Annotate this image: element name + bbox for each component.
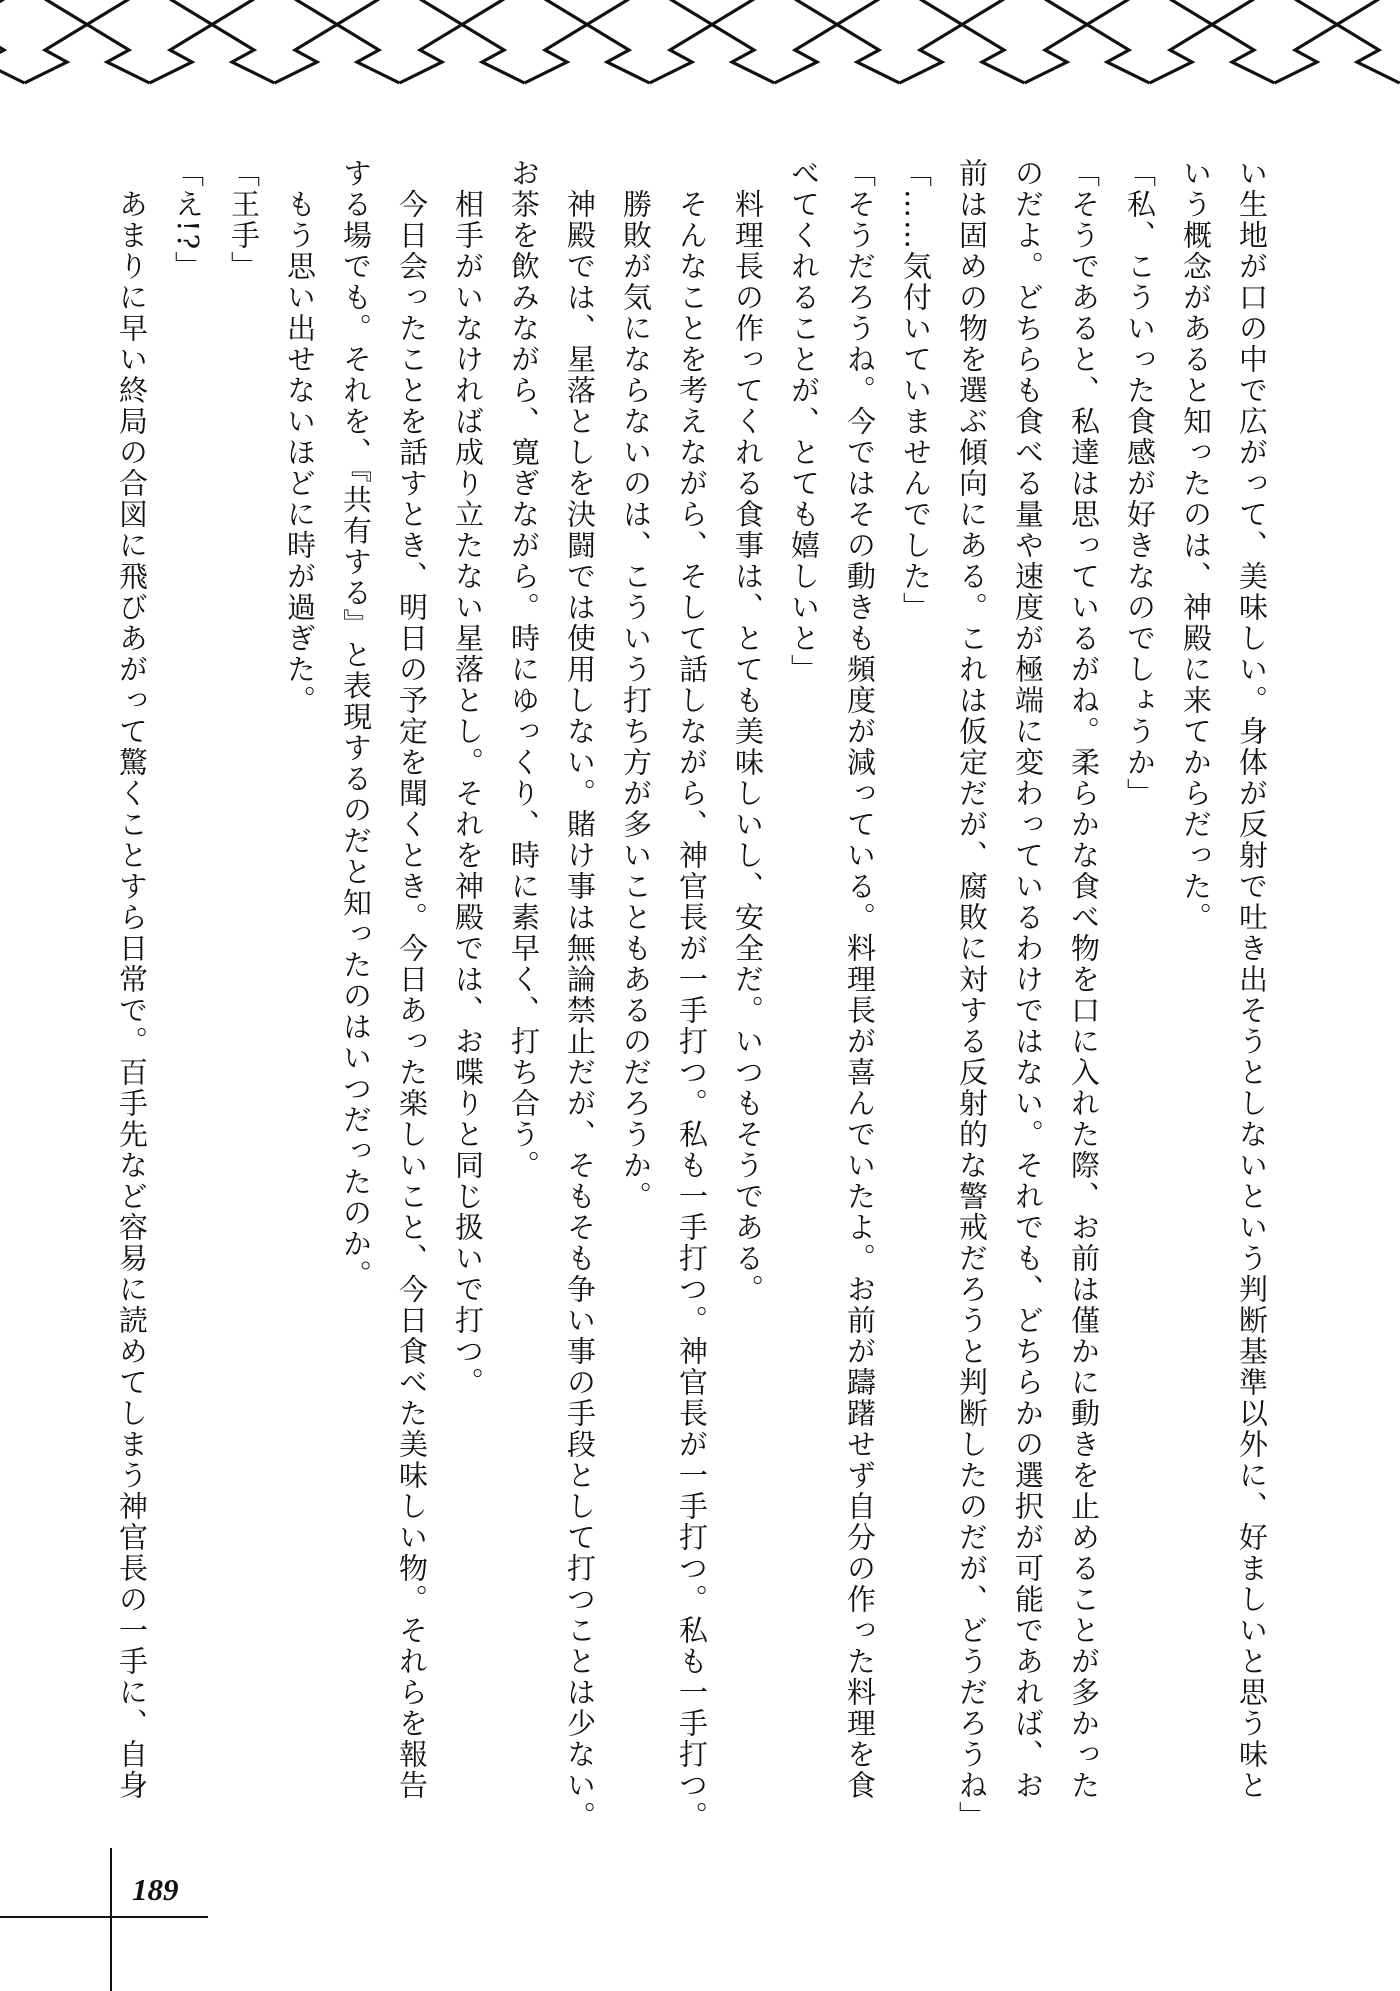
- text-column: べてくれることが、とても嬉しいと」: [787, 158, 821, 685]
- paragraph-column: 相手がいなければ成り立たない星落とし。それを神殿では、お喋りと同じ扱いで打つ。: [451, 189, 485, 1398]
- paragraph-column: 神殿では、星落としを決闘では使用しない。賭け事は無論禁止だが、そもそも争い事の手段として打つことは少ない。: [563, 189, 597, 1832]
- text-column: 前は固めの物を選ぶ傾向にある。これは仮定だが、腐敗に対する反射的な警戒だろうと判断したのだが、どうだろうね」: [955, 158, 989, 1832]
- text-column: お茶を飲みながら、寛ぎながら。時にゆっくり、時に素早く、打ち合う。: [507, 158, 541, 1181]
- dialogue-column: 「そうだろうね。今ではその動きも頻度が減っている。料理長が喜んでいたよ。お前が躊躇せず自分の作った料理を食: [843, 158, 877, 1801]
- dialogue-column: 「……気付いていませんでした」: [899, 158, 933, 623]
- paragraph-column: もう思い出せないほどに時が過ぎた。: [283, 189, 317, 716]
- ornament-stroke: [0, 0, 25, 83]
- paragraph-column: そんなことを考えながら、そして話しながら、神官長が一手打つ。私も一手打つ。神官長が一手打つ。私も一手打つ。: [675, 189, 709, 1832]
- text-column: のだよ。どちらも食べる量や速度が極端に変わっているわけではない。それでも、どちらかの選択が可能であれば、お: [1011, 158, 1045, 1801]
- folio-vertical-rule: [110, 1848, 112, 1991]
- text-column: い生地が口の中で広がって、美味しい。身体が反射で吐き出そうとしないという判断基準以外に、好ましいと思う味と: [1235, 158, 1269, 1801]
- text-column: いう概念があると知ったのは、神殿に来てからだった。: [1179, 158, 1213, 933]
- paragraph-column: 今日会ったことを話すとき、明日の予定を聞くとき。今日あった楽しいこと、今日食べた美味しい物。それらを報告: [395, 189, 429, 1801]
- dialogue-column: 「え!?」: [171, 158, 205, 283]
- dialogue-column: 「王手」: [227, 158, 261, 282]
- folio-horizontal-rule: [0, 1916, 208, 1918]
- paragraph-column: 料理長の作ってくれる食事は、とても美味しいし、安全だ。いつもそうである。: [731, 189, 765, 1305]
- dialogue-column: 「そうであると、私達は思っているがね。柔らかな食べ物を口に入れた際、お前は僅かに動きを止めることが多かった: [1067, 158, 1101, 1801]
- page-number: 189: [132, 1872, 179, 1907]
- decorative-header-pattern: [0, 0, 1400, 90]
- text-column: する場でも。それを、『共有する』と表現するのだと知ったのはいつだったのか。: [339, 158, 373, 1291]
- paragraph-column: あまりに早い終局の合図に飛びあがって驚くことすら日常で。百手先など容易に読めてしまう神官長の一手に、自身: [115, 189, 149, 1801]
- body-text: [104, 158, 1280, 1832]
- dialogue-column: 「私、こういった食感が好きなのでしょうか」: [1123, 158, 1157, 809]
- paragraph-column: 勝敗が気にならないのは、こういう打ち方が多いこともあるのだろうか。: [619, 189, 653, 1212]
